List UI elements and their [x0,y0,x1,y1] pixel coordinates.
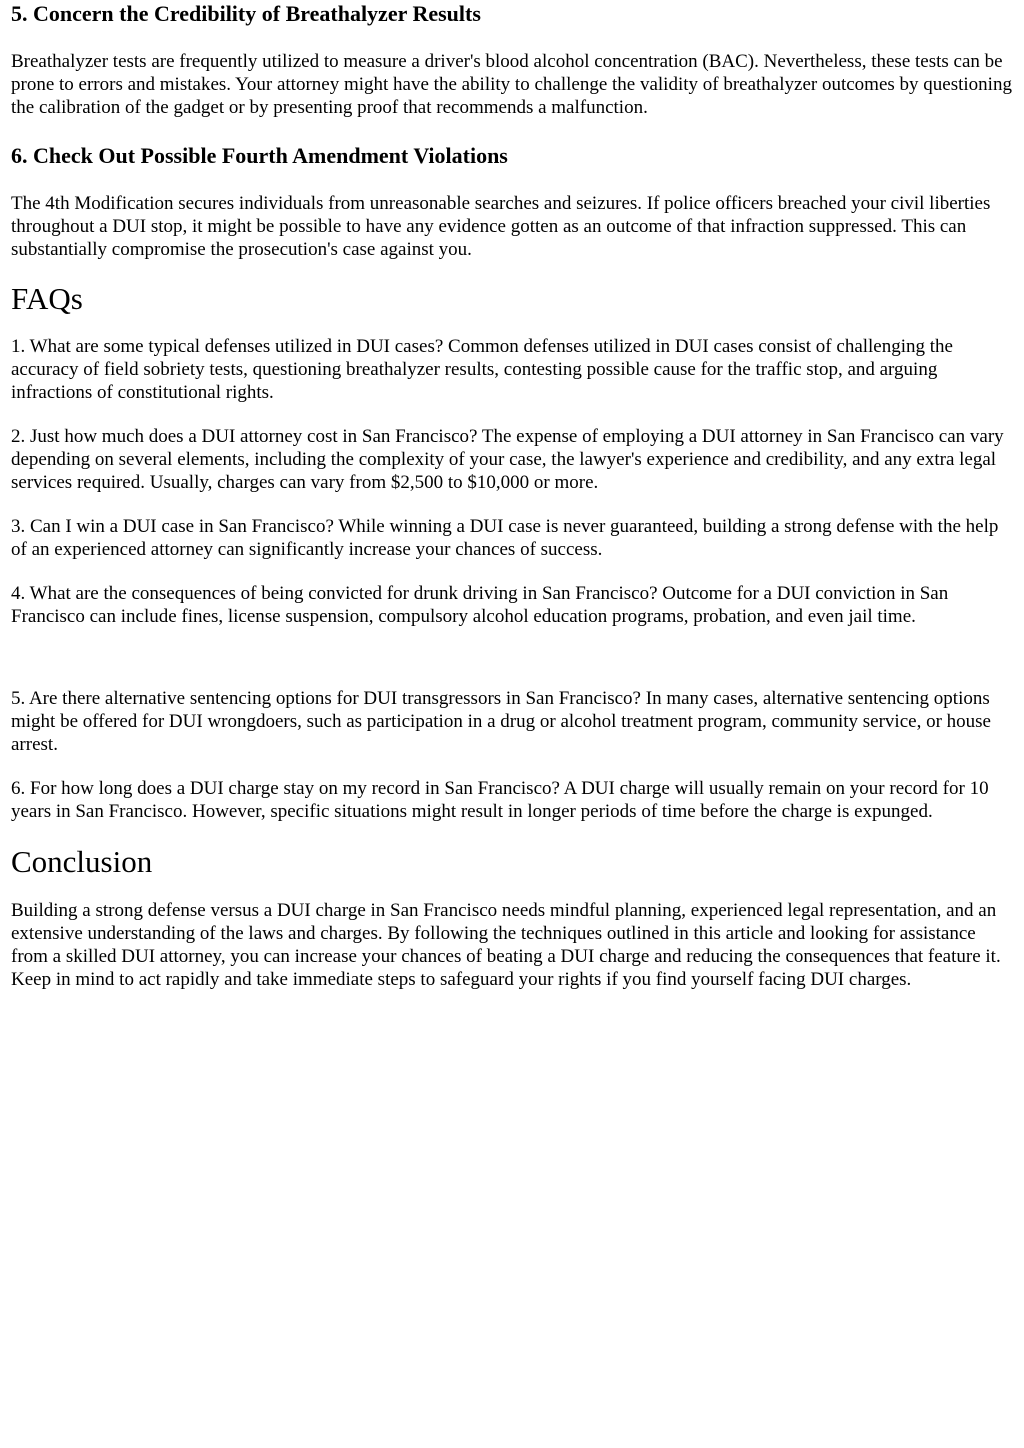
faq-item-2: 2. Just how much does a DUI attorney cost in San Francisco? The expense of employing a DUI attorney in San Francisco can vary depending on several elements, including the complexity of your case, the lawyer's experience and credibility, and any extra legal services required. Usually, charges can vary from $2,500 to $10,000 or more. [11,426,1004,493]
section-body-breathalyzer: Breathalyzer tests are frequently utilized to measure a driver's blood alcohol concentration (BAC). Nevertheless, these tests can be prone to errors and mistakes. Your attorney might have the ability to challenge the validity of breathalyzer outcomes by questioning the calibration of the gadget or by presenting proof that recommends a malfunction. [11,51,1012,118]
faq-item-1: 1. What are some typical defenses utilized in DUI cases? Common defenses utilized in DUI cases consist of challenging the accuracy of field sobriety tests, questioning breathalyzer results, contesting possible cause for the traffic stop, and arguing infractions of constitutional rights. [11,336,953,403]
section-heading-fourth-amendment: 6. Check Out Possible Fourth Amendment Violations [11,143,508,168]
section-heading-breathalyzer: 5. Concern the Credibility of Breathalyzer Results [11,1,481,26]
faq-spacer [11,628,1014,666]
faq-item-4: 4. What are the consequences of being convicted for drunk driving in San Francisco? Outcome for a DUI conviction in San Francisco can include fines, license suspension, compulsory alcohol education programs, probation, and even jail time. [11,583,949,627]
conclusion-heading: Conclusion [11,844,153,879]
faq-item-5: 5. Are there alternative sentencing options for DUI transgressors in San Francisco? In many cases, alternative sentencing options might be offered for DUI wrongdoers, such as participation in a drug or alcohol treatment program, community service, or house arrest. [11,688,991,755]
faq-item-3: 3. Can I win a DUI case in San Francisco? While winning a DUI case is never guaranteed, building a strong defense with the help of an experienced attorney can significantly increase your chances of success. [11,516,999,560]
faqs-heading: FAQs [11,281,83,316]
section-body-fourth-amendment: The 4th Modification secures individuals from unreasonable searches and seizures. If police officers breached your civil liberties throughout a DUI stop, it might be possible to have any evidence gotten as an outcome of that infraction suppressed. This can substantially compromise the prosecution's case against you. [11,193,991,260]
faq-item-6: 6. For how long does a DUI charge stay on my record in San Francisco? A DUI charge will usually remain on your record for 10 years in San Francisco. However, specific situations might result in longer periods of time before the charge is expunged. [11,778,989,822]
conclusion-body: Building a strong defense versus a DUI charge in San Francisco needs mindful planning, experienced legal representation, and an extensive understanding of the laws and charges. By following the techniques outlined in this article and looking for assistance from a skilled DUI attorney, you can increase your chances of beating a DUI charge and reducing the consequences that feature it. Keep in mind to act rapidly and take immediate steps to safeguard your rights if you find yourself facing DUI charges. [11,900,1001,990]
